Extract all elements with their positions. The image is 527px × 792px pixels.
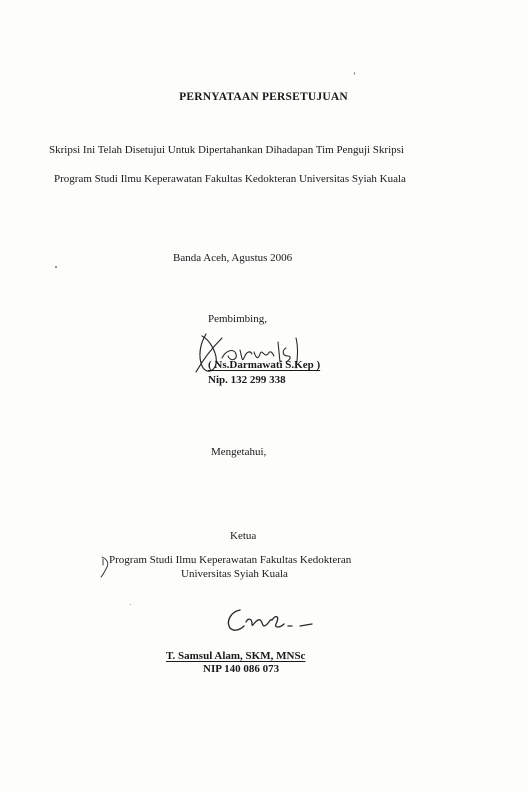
place-date: Banda Aceh, Agustus 2006 — [173, 252, 293, 264]
statement-line-1: Skripsi Ini Telah Disetujui Untuk Dipertahankan Dihadapan Tim Penguji Skripsi — [49, 144, 404, 156]
head-role: Ketua — [230, 530, 257, 542]
head-unit-line-2: Universitas Syiah Kuala — [181, 568, 288, 580]
head-nip: NIP 140 086 073 — [203, 663, 280, 675]
statement-line-2: Program Studi Ilmu Keperawatan Fakultas Kedokteran Universitas Syiah Kuala — [54, 173, 406, 185]
scan-speck — [55, 266, 57, 268]
head-unit-line-1: Program Studi Ilmu Keperawatan Fakultas Kedokteran — [109, 554, 352, 566]
acknowledged-label: Mengetahui, — [211, 446, 267, 458]
document-title: PERNYATAAN PERSETUJUAN — [179, 91, 348, 103]
head-signature — [222, 604, 322, 638]
supervisor-nip: Nip. 132 299 338 — [208, 374, 286, 386]
head-name: T. Samsul Alam, SKM, MNSc — [166, 650, 306, 662]
scan-speck — [354, 72, 355, 75]
scan-speck — [130, 604, 131, 605]
supervisor-role: Pembimbing, — [208, 313, 267, 325]
supervisor-name: ( Ns.Darmawati S.Kep ) — [208, 359, 321, 371]
supervisor-signature — [192, 328, 322, 380]
